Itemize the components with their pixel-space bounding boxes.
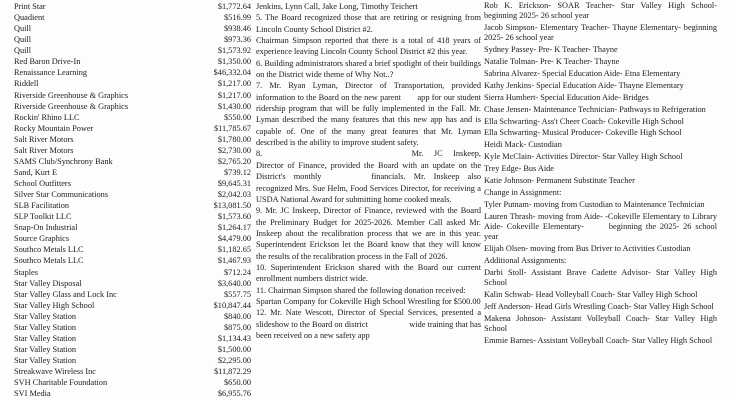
vendor-row — [14, 200, 251, 211]
minutes-paragraph: 10. Superintendent Erickson shared with the Board our current enrollment numbers district wide. — [256, 262, 481, 284]
vendor-row — [14, 1, 251, 12]
vendor-name: Southco Metals LLC — [14, 245, 84, 255]
vendor-name: Source Graphics — [14, 234, 70, 244]
vendor-name: Riverside Greenhouse & Graphics — [14, 90, 129, 100]
vendor-row — [14, 67, 251, 78]
vendor-amount: $1,500.00 — [217, 344, 251, 354]
personnel-entry: Jeff Anderson- Head Girls Wrestling Coach- Star Valley High School — [484, 301, 714, 311]
vendor-amount: $973.36 — [224, 35, 251, 45]
personnel-entry: Trey Edge- Bus Aide — [484, 164, 554, 174]
vendor-amount: $1,780.00 — [217, 134, 251, 144]
vendor-row — [14, 211, 251, 222]
minutes-paragraph: 7. Mr. Ryan Lyman, Director of Transportation, provided information to the Board on the new parent app for our student ridership program that will be fully implemented in the Fall. Mr. Lyman described the many features that this new app has and is capable of. One of the many great features that Mr. Lyman described is the ability to improve student safety. — [256, 81, 481, 148]
vendor-name: Renaissance Learning — [14, 68, 88, 78]
vendor-amount: $2,042.03 — [217, 190, 251, 200]
vendor-row — [14, 388, 251, 399]
vendor-amount: $550.00 — [224, 112, 251, 122]
vendor-name: Star Valley Station — [14, 356, 77, 365]
vendor-name: School Outfitters — [14, 179, 71, 188]
vendor-name: Print Star — [14, 2, 46, 11]
vendor-row — [14, 167, 251, 178]
vendor-name: Star Valley Disposal — [14, 278, 82, 288]
vendor-name: Salt River Motors — [14, 145, 74, 155]
personnel-entry: Darbi Stoll- Assistant Brave Cadette Advisor- Star Valley High School — [484, 267, 717, 287]
vendor-row — [14, 90, 251, 101]
vendor-amount: $4,479.00 — [217, 234, 251, 244]
personnel-entry: Jacob Simpson- Elementary Teacher- Thayne Elementary- beginning 2025- 26 school year — [484, 22, 717, 42]
vendor-row — [14, 278, 251, 289]
vendor-name: Staples — [14, 267, 38, 277]
vendor-name: Star Valley Station — [14, 344, 77, 354]
personnel-entry: Emmie Barnes- Assistant Volleyball Coach- Star Valley High School — [484, 335, 713, 345]
vendor-row — [14, 344, 251, 355]
vendor-amount: $938.46 — [224, 24, 251, 34]
vendor-name: Riddell — [14, 79, 39, 89]
vendor-name: Star Valley Station — [14, 322, 77, 332]
vendor-row — [14, 145, 251, 156]
personnel-entry: Kathy Jenkins- Special Education Aide- Thayne Elementary — [484, 80, 684, 90]
minutes-paragraph: 12. Mr. Nate Wescott, Director of Special Services, presented a slideshow to the Board on district wide training that has been received on a new safety app — [256, 308, 481, 340]
vendor-name: Snap-On Industrial — [14, 223, 78, 233]
personnel-entry: Natalie Tolman- Pre- K Teacher- Thayne — [484, 56, 620, 66]
vendor-row — [14, 355, 251, 366]
vendor-row — [14, 23, 251, 34]
vendor-amount: $3,640.00 — [217, 278, 251, 288]
minutes-paragraph: 6. Building administrators shared a brief spotlight of their buildings on the District wide theme of Why Not..? — [256, 58, 481, 80]
vendor-name: Red Baron Drive-In — [14, 57, 81, 67]
minutes-paragraph: 8. Mr. JC Inskeep, Director of Finance, provided the Board with an update on the District's monthly financials. Mr. Inskeep also recognized Mrs. Sue Helm, Food Services Director, for receiving a USDA National Award for submitting home cooked meals. — [256, 149, 481, 204]
vendor-name: SLP Toolkit LLC — [14, 212, 72, 222]
vendor-row — [14, 12, 251, 23]
vendor-name: Quadient — [14, 13, 45, 23]
vendor-row — [14, 322, 251, 333]
personnel-entry: Lauren Thrash- moving from Aide- -Cokeville Elementary to Library Aide- Cokeville Elementary- beginning the 2025- 26 school year — [484, 212, 717, 242]
vendor-amount: $6,955.76 — [217, 389, 251, 399]
personnel-entry: Kalin Schwab- Head Volleyball Coach- Star Valley High School — [484, 289, 698, 299]
vendor-row — [14, 255, 251, 266]
vendor-row — [14, 267, 251, 278]
vendor-row — [14, 156, 251, 167]
vendor-amount: $1,217.00 — [217, 79, 251, 89]
vendor-row — [14, 112, 251, 123]
personnel-assignments-column — [484, 1, 717, 400]
vendor-amount: $739.12 — [224, 167, 251, 177]
vendor-amount: $1,264.17 — [217, 223, 251, 233]
vendor-amount: $1,430.00 — [217, 101, 251, 111]
minutes-paragraph: Spartan Company for Cokeville High School Wrestling for $500.00 — [256, 296, 481, 306]
vendor-row — [14, 189, 251, 200]
vendor-name: Quill — [14, 35, 32, 45]
vendor-row — [14, 78, 251, 89]
vendor-amount: $11,872.29 — [213, 367, 251, 377]
vendor-amount: $1,217.00 — [217, 90, 251, 100]
vendor-name: Star Valley High School — [14, 300, 95, 310]
vendor-name: Salt River Motors — [14, 134, 74, 144]
vendor-row — [14, 34, 251, 45]
vendor-row — [14, 233, 251, 244]
personnel-entry: Chase Jensen- Maintenance Technician- Pathways to Refrigeration — [484, 104, 706, 114]
vendor-row — [14, 222, 251, 233]
personnel-entry: Kyle McClain- Activities Director- Star Valley High School — [484, 152, 683, 162]
minutes-paragraph: 11. Chairman Simpson shared the following donation received: — [256, 285, 466, 295]
minutes-text-column — [256, 1, 481, 400]
vendor-row — [14, 178, 251, 189]
personnel-entry: Ella Schwarting- Ass't Cheer Coach- Cokeville High School — [484, 116, 684, 126]
vendor-amount: $1,350.00 — [217, 57, 251, 67]
vendor-name: Quill — [14, 24, 32, 34]
vendor-amount: $712.24 — [224, 267, 251, 277]
vendor-name: Southco Metals LLC — [14, 256, 84, 266]
vendor-amount: $2,730.00 — [217, 145, 251, 155]
vendor-row — [14, 377, 251, 388]
vendor-amount: $9,645.31 — [217, 179, 251, 188]
vendor-amount: $1,182.65 — [217, 245, 251, 255]
vendor-amount: $1,134.43 — [217, 333, 251, 343]
vendor-amount: $10,847.44 — [213, 300, 251, 310]
personnel-entry: Makena Johnson- Assistant Volleyball Coach- Star Valley High School — [484, 313, 717, 333]
personnel-entry: Sabrina Alvarez- Special Education Aide- Etna Elementary — [484, 68, 681, 78]
vendor-row — [14, 134, 251, 145]
vendor-name: SVH Charitable Foundation — [14, 378, 108, 388]
vendor-amount: $516.99 — [224, 13, 251, 23]
personnel-entry: Ella Schwarting- Musical Producer- Cokeville High School — [484, 128, 682, 138]
vendor-name: Sand, Kurt E — [14, 167, 58, 177]
vendor-name: Riverside Greenhouse & Graphics — [14, 101, 129, 111]
vendor-row — [14, 123, 251, 134]
personnel-entry: Sydney Passey- Pre- K Teacher- Thayne — [484, 44, 618, 54]
vendor-amount: $2,765.20 — [217, 156, 251, 166]
vendor-row — [14, 101, 251, 112]
vendor-name: SAMS Club/Synchrony Bank — [14, 156, 113, 166]
personnel-entry: Change in Assignment: — [484, 188, 562, 198]
vendor-amount: $11,785.67 — [213, 123, 251, 133]
vendor-row — [14, 45, 251, 56]
vendor-amount: $650.00 — [224, 378, 251, 388]
personnel-entry: Tyler Putnam- moving from Custodian to Maintenance Technician — [484, 200, 705, 210]
vendor-amount: $1,573.60 — [217, 212, 251, 222]
personnel-entry: Additional Assignments: — [484, 255, 567, 265]
vendor-name: Quill — [14, 46, 32, 56]
vendor-amount: $840.00 — [224, 311, 251, 321]
vendor-row — [14, 333, 251, 344]
vendor-amount: $46,332.04 — [213, 68, 251, 78]
vendor-row — [14, 244, 251, 255]
vendor-row — [14, 56, 251, 67]
vendor-name: Streakwave Wireless Inc — [14, 367, 96, 377]
vendor-payments-column — [14, 1, 251, 400]
vendor-row — [14, 300, 251, 311]
vendor-amount: $875.00 — [224, 322, 251, 332]
vendor-row — [14, 311, 251, 322]
vendor-name: Rocky Mountain Power — [14, 123, 94, 133]
vendor-name: Rockin' Rhino LLC — [14, 112, 80, 122]
vendor-amount: $13,081.50 — [213, 201, 251, 211]
personnel-entry: Elijah Olsen- moving from Bus Driver to Activities Custodian — [484, 244, 691, 254]
vendor-amount: $1,573.92 — [217, 46, 251, 56]
personnel-entry: Heidi Mack- Custodian — [484, 140, 562, 150]
vendor-amount: $1,772.64 — [217, 2, 251, 11]
minutes-paragraph: Chairman Simpson reported that there is a total of 418 years of experience leaving Lincoln County School District #2 this year. — [256, 36, 481, 57]
minutes-paragraph: Jenkins, Lynn Call, Jake Long, Timothy Teichert — [256, 2, 418, 11]
vendor-name: SVI Media — [14, 389, 51, 399]
vendor-name: Star Valley Station — [14, 333, 77, 343]
vendor-amount: $557.75 — [224, 289, 251, 299]
minutes-paragraph: 9. Mr. JC Inskeep, Director of Finance, reviewed with the Board the Preliminary Budget for 2025-2026. Member Call asked Mr. Inskeep about the recalibration process that we are in this year. Superintendent Erickson let the Board know that they will know the results of the recalibration process in the Fall of 2026. — [256, 206, 481, 261]
personnel-entry: Sierra Humbert- Special Education Aide- Bridges — [484, 92, 649, 102]
vendor-amount: $1,467.93 — [217, 256, 251, 266]
vendor-amount: $2,295.00 — [217, 356, 251, 365]
personnel-entry: Rob K. Erickson- SOAR Teacher- Star Valley High School- beginning 2025- 26 school year — [484, 1, 717, 20]
vendor-row — [14, 366, 251, 377]
minutes-paragraph: 5. The Board recognized those that are retiring or resigning from Lincoln County School District #2. — [256, 13, 481, 34]
personnel-entry: Katie Johnson- Permanent Substitute Teacher — [484, 176, 635, 186]
vendor-name: Star Valley Station — [14, 311, 77, 321]
vendor-name: Silver Star Communications — [14, 190, 109, 200]
vendor-row — [14, 289, 251, 300]
vendor-name: SLB Facilitation — [14, 201, 70, 211]
vendor-name: Star Valley Glass and Lock Inc — [14, 289, 117, 299]
